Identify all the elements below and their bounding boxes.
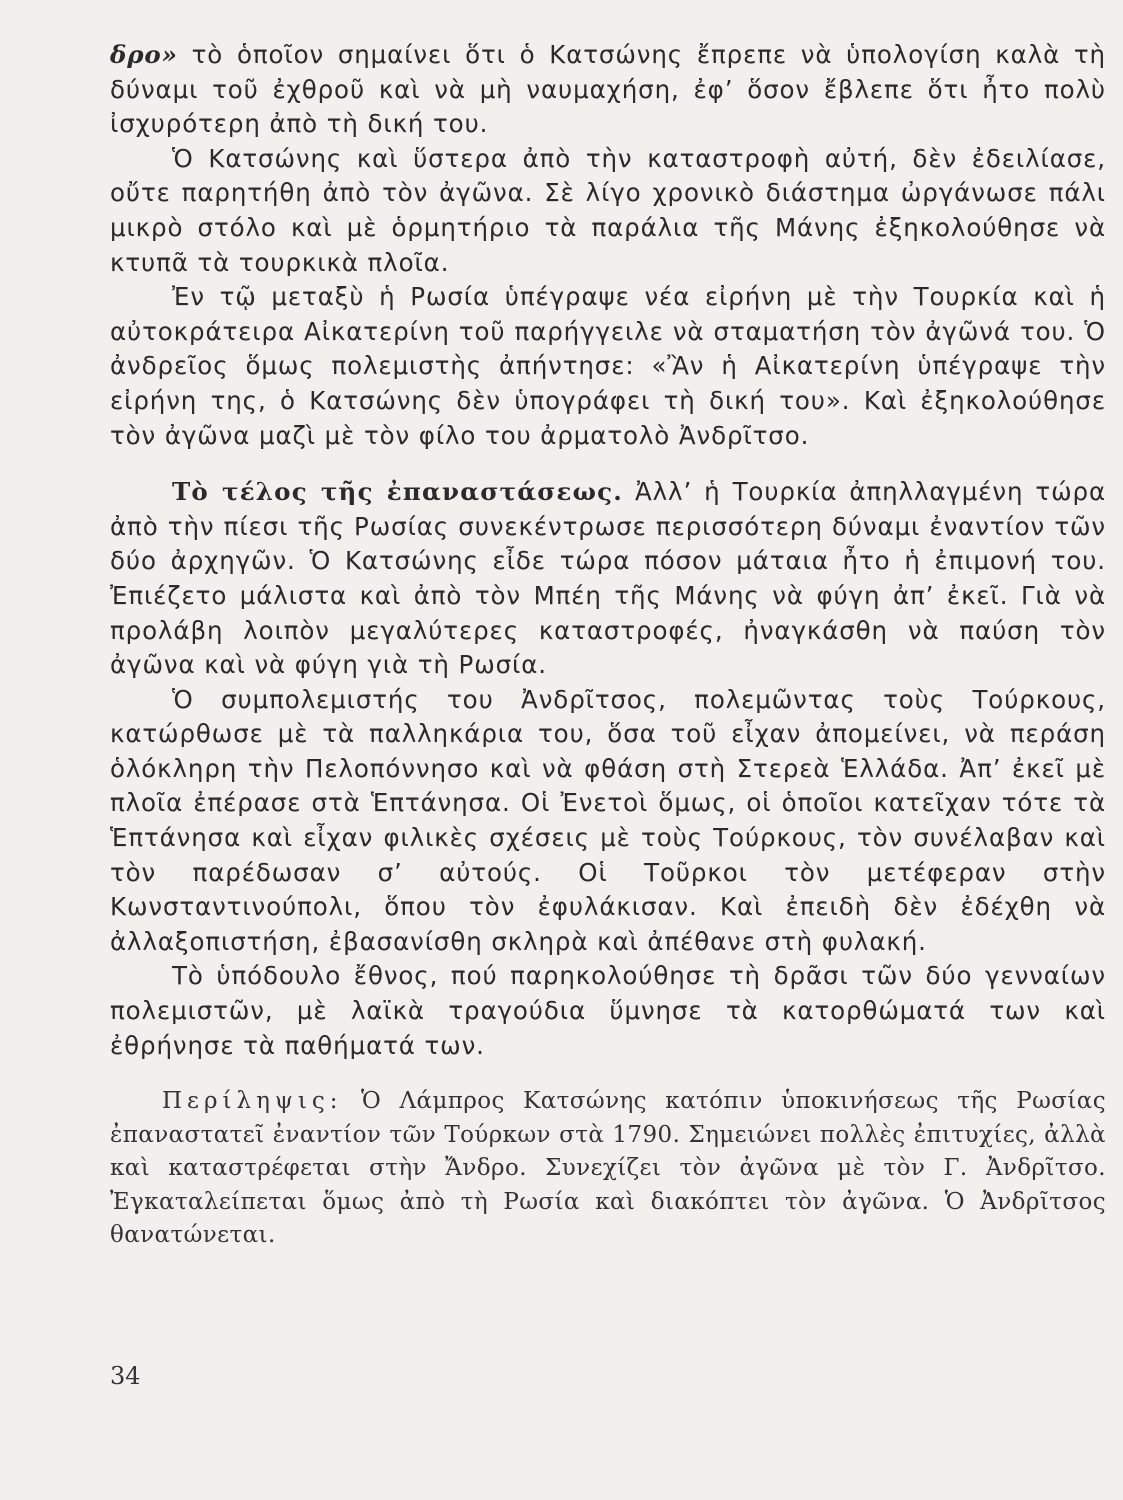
paragraph-1: [110, 38, 1106, 142]
paragraph-4-text: Ἀλλ’ ἡ Τουρκία ἀπηλλαγμένη τώρα ἀπὸ τὴν πίεσι τῆς Ρωσίας συνεκέντρωσε περισσότερη δύναμι ἐναντίον τῶν δύο ἀρχηγῶν. Ὁ Κατσώνης εἶδε τώρα πόσον μάταια ἦτο ἡ ἐπιμονή του. Ἐπιέζετο μάλιστα καὶ ἀπὸ τὸν Μπέη τῆς Μάνης νὰ φύγη ἀπ’ ἐκεῖ. Γιὰ νὰ προλάβη λοιπὸν μεγαλύτερες καταστροφές, ἠναγκάσθη νὰ παύση τὸν ἀγῶνα καὶ νὰ φύγη γιὰ τὴ Ρωσία.: [110, 477, 1107, 680]
page-body: [110, 38, 1106, 1253]
paragraph-6: Τὸ ὑπόδουλο ἔθνος, πού παρηκολούθησε τὴ δρᾶσι τῶν δύο γενναίων πολεμιστῶν, μὲ λαϊκὰ τραγούδια ὕμνησε τὰ κατορθώματά των καὶ ἐθρήνησε τὰ παθήματά των.: [110, 961, 1106, 1060]
summary-text: Ὁ Λάμπρος Κατσώνης κατόπιν ὑποκινήσεως τῆς Ρωσίας ἐπαναστατεῖ ἐναντίον τῶν Τούρκων στὰ 1790. Σημειώνει πολλὲς ἐπιτυχίες, ἀλλὰ καὶ καταστρέφεται στὴν Ἄνδρο. Συνεχίζει τὸν ἀγῶνα μὲ τὸν Γ. Ἀνδρῖτσο. Ἐγκαταλείπεται ὅμως ἀπὸ τὴ Ρωσία καὶ διακόπτει τὸν ἀγῶνα. Ὁ Ἀνδρῖτσος θανατώνεται.: [110, 1088, 1106, 1249]
summary: [110, 1085, 1106, 1253]
section-heading: Τὸ τέλος τῆς ἐπαναστάσεως.: [172, 477, 623, 507]
paragraph-1-text: τὸ ὁποῖον σημαίνει ὅτι ὁ Κατσώνης ἔπρεπε νὰ ὑπολογίση καλὰ τὴ δύναμι τοῦ ἐχθροῦ καὶ νὰ μὴ ναυμαχήση, ἐφ’ ὅσον ἔβλεπε ὅτι ἦτο πολὺ ἰσχυρότερη ἀπὸ τὴ δική του.: [110, 40, 1106, 139]
paragraph-2: Ὁ Κατσώνης καὶ ὕστερα ἀπὸ τὴν καταστροφὴ αὐτή, δὲν ἐδειλίασε, οὔτε παρητήθη ἀπὸ τὸν ἀγῶνα. Σὲ λίγο χρονικὸ διάστημα ὠργάνωσε πάλι μικρὸ στόλο καὶ μὲ ὁρμητήριο τὰ παράλια τῆς Μάνης ἐξηκολούθησε νὰ κτυπᾶ τὰ τουρκικὰ πλοῖα.: [110, 143, 1106, 277]
continued-word: δρο»: [110, 40, 178, 69]
paragraph-3: Ἐν τῷ μεταξὺ ἡ Ρωσία ὑπέγραψε νέα εἰρήνη μὲ τὴν Τουρκία καὶ ἡ αὐτοκράτειρα Αἰκατερίνη τοῦ παρήγγειλε νὰ σταματήση τὸν ἀγῶνά του. Ὁ ἀνδρεῖος ὅμως πολεμιστὴς ἀπήντησε: «Ἂν ἡ Αἰκατερίνη ὑπέγραψε τὴν εἰρήνη της, ὁ Κατσώνης δὲν ὑπογράφει τὴ δική του». Καὶ ἐξηκολούθησε τὸν ἀγῶνα μαζὶ μὲ τὸν φίλο του ἀρματολὸ Ἀνδρῖτσο.: [110, 282, 1106, 450]
summary-label: Περίληψις:: [162, 1088, 343, 1115]
paragraph-4: [110, 475, 1106, 683]
paragraph-5: Ὁ συμπολεμιστής του Ἀνδρῖτσος, πολεμῶντας τοὺς Τούρκους, κατώρθωσε μὲ τὰ παλληκάρια του, ὅσα τοῦ εἶχαν ἀπομείνει, νὰ περάση ὁλόκληρη τὴν Πελοπόννησο καὶ νὰ φθάση στὴ Στερεὰ Ἑλλάδα. Ἀπ’ ἐκεῖ μὲ πλοῖα ἐπέρασε στὰ Ἑπτάνησα. Οἱ Ἐνετοὶ ὅμως, οἱ ὁποῖοι κατεῖχαν τότε τὰ Ἑπτάνησα καὶ εἶχαν φιλικὲς σχέσεις μὲ τοὺς Τούρκους, τὸν συνέλαβαν καὶ τὸν παρέδωσαν σ’ αὐτούς. Οἱ Τοῦρκοι τὸν μετέφεραν στὴν Κωνσταντινούπολι, ὅπου τὸν ἐφυλάκισαν. Καὶ ἐπειδὴ δὲν ἐδέχθη νὰ ἀλλαξοπιστήση, ἐβασανίσθη σκληρὰ καὶ ἀπέθανε στὴ φυλακή.: [110, 684, 1106, 956]
page-number: 34: [110, 1362, 141, 1390]
